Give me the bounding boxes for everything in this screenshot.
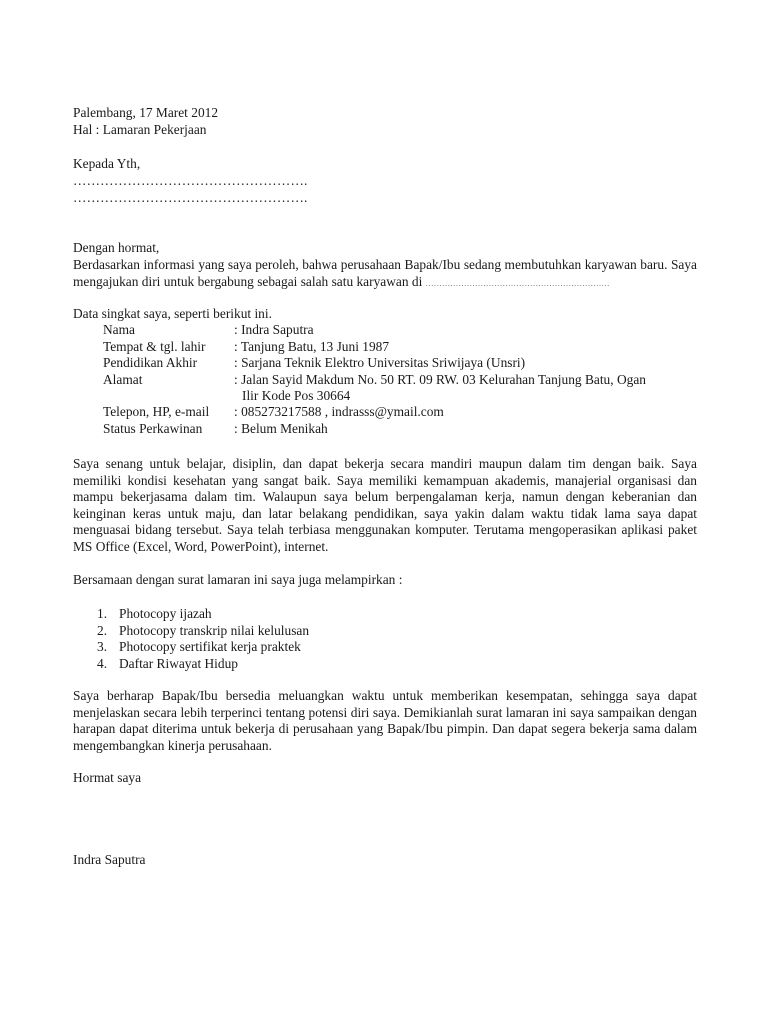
subject-line: Hal : Lamaran Pekerjaan [73,122,207,137]
row-label: Nama [103,322,135,337]
list-number: 1. [97,606,108,621]
row-value: : Sarjana Teknik Elektro Universitas Sriwijaya (Unsri) [234,355,526,370]
row-label: Status Perkawinan [103,421,203,436]
recipient-blank-line-1: ……………………………………………. [73,173,308,188]
opening-text: Berdasarkan informasi yang saya peroleh, bahwa perusahaan Bapak/Ibu sedang membutuhkan karyawan baru. Saya mengajukan diri untuk bergabung sebagai salah satu karyawan di [73,257,697,289]
list-item [97,656,238,673]
row-value: : Indra Saputra [234,322,314,337]
row-label: Telepon, HP, e-mail [103,404,210,419]
list-number: 3. [97,639,108,654]
list-item [97,639,301,656]
list-text: Daftar Riwayat Hidup [119,656,238,671]
about-paragraph: Saya senang untuk belajar, disiplin, dan dapat bekerja secara mandiri maupun dalam tim dengan baik. Saya memiliki kondisi kesehatan yang sangat baik. Saya memiliki kemampuan akademis, manajerial organisasi dan mampu bekerjasama dalam tim. Walaupun saya belum berpengalaman kerja, namun dengan keberanian dan keinginan keras untuk maju, dan latar belakang pendidikan, saya yakin dalam waktu tidak lama saya dapat menguasai bidang tersebut. Saya telah terbiasa menggunakan komputer. Terutama mengoperasikan aplikasi paket MS Office (Excel, Word, PowerPoint), internet. [73,456,697,554]
list-number: 4. [97,656,108,671]
list-text: Photocopy transkrip nilai kelulusan [119,623,310,638]
company-blank: ................................................................... [425,277,610,288]
regards: Hormat saya [73,770,142,785]
personal-data-intro: Data singkat saya, seperti berikut ini. [73,306,272,321]
list-item [97,606,212,623]
row-value: : Tanjung Batu, 13 Juni 1987 [234,339,390,354]
salutation: Dengan hormat, [73,240,160,255]
row-label: Pendidikan Akhir [103,355,198,370]
row-value: : 085273217588 , indrasss@ymail.com [234,404,444,419]
list-item [97,623,309,640]
attachments-intro: Bersamaan dengan surat lamaran ini saya juga melampirkan : [73,572,403,587]
row-value: Ilir Kode Pos 30664 [242,388,351,403]
opening-paragraph [73,257,697,291]
closing-paragraph: Saya berharap Bapak/Ibu bersedia meluangkan waktu untuk memberikan kesempatan, sehingga saya dapat menjelaskan secara lebih terperinci tentang potensi diri saya. Demikianlah surat lamaran ini saya sampaikan dengan harapan dapat diterima untuk bekerja di perusahaan yang Bapak/Ibu pimpin. Dan dapat segera bekerja sama dalam mengembangkan kinerja perusahaan. [73,688,697,753]
list-text: Photocopy ijazah [119,606,212,621]
row-label: Alamat [103,372,143,387]
row-value: : Jalan Sayid Makdum No. 50 RT. 09 RW. 03 Kelurahan Tanjung Batu, Ogan [234,372,646,387]
signature-name: Indra Saputra [73,852,146,867]
recipient-blank-line-2: ……………………………………………. [73,190,308,205]
row-label: Tempat & tgl. lahir [103,339,206,354]
row-value: : Belum Menikah [234,421,328,436]
place-date: Palembang, 17 Maret 2012 [73,105,219,120]
recipient-greeting: Kepada Yth, [73,156,141,171]
list-text: Photocopy sertifikat kerja praktek [119,639,301,654]
list-number: 2. [97,623,108,638]
